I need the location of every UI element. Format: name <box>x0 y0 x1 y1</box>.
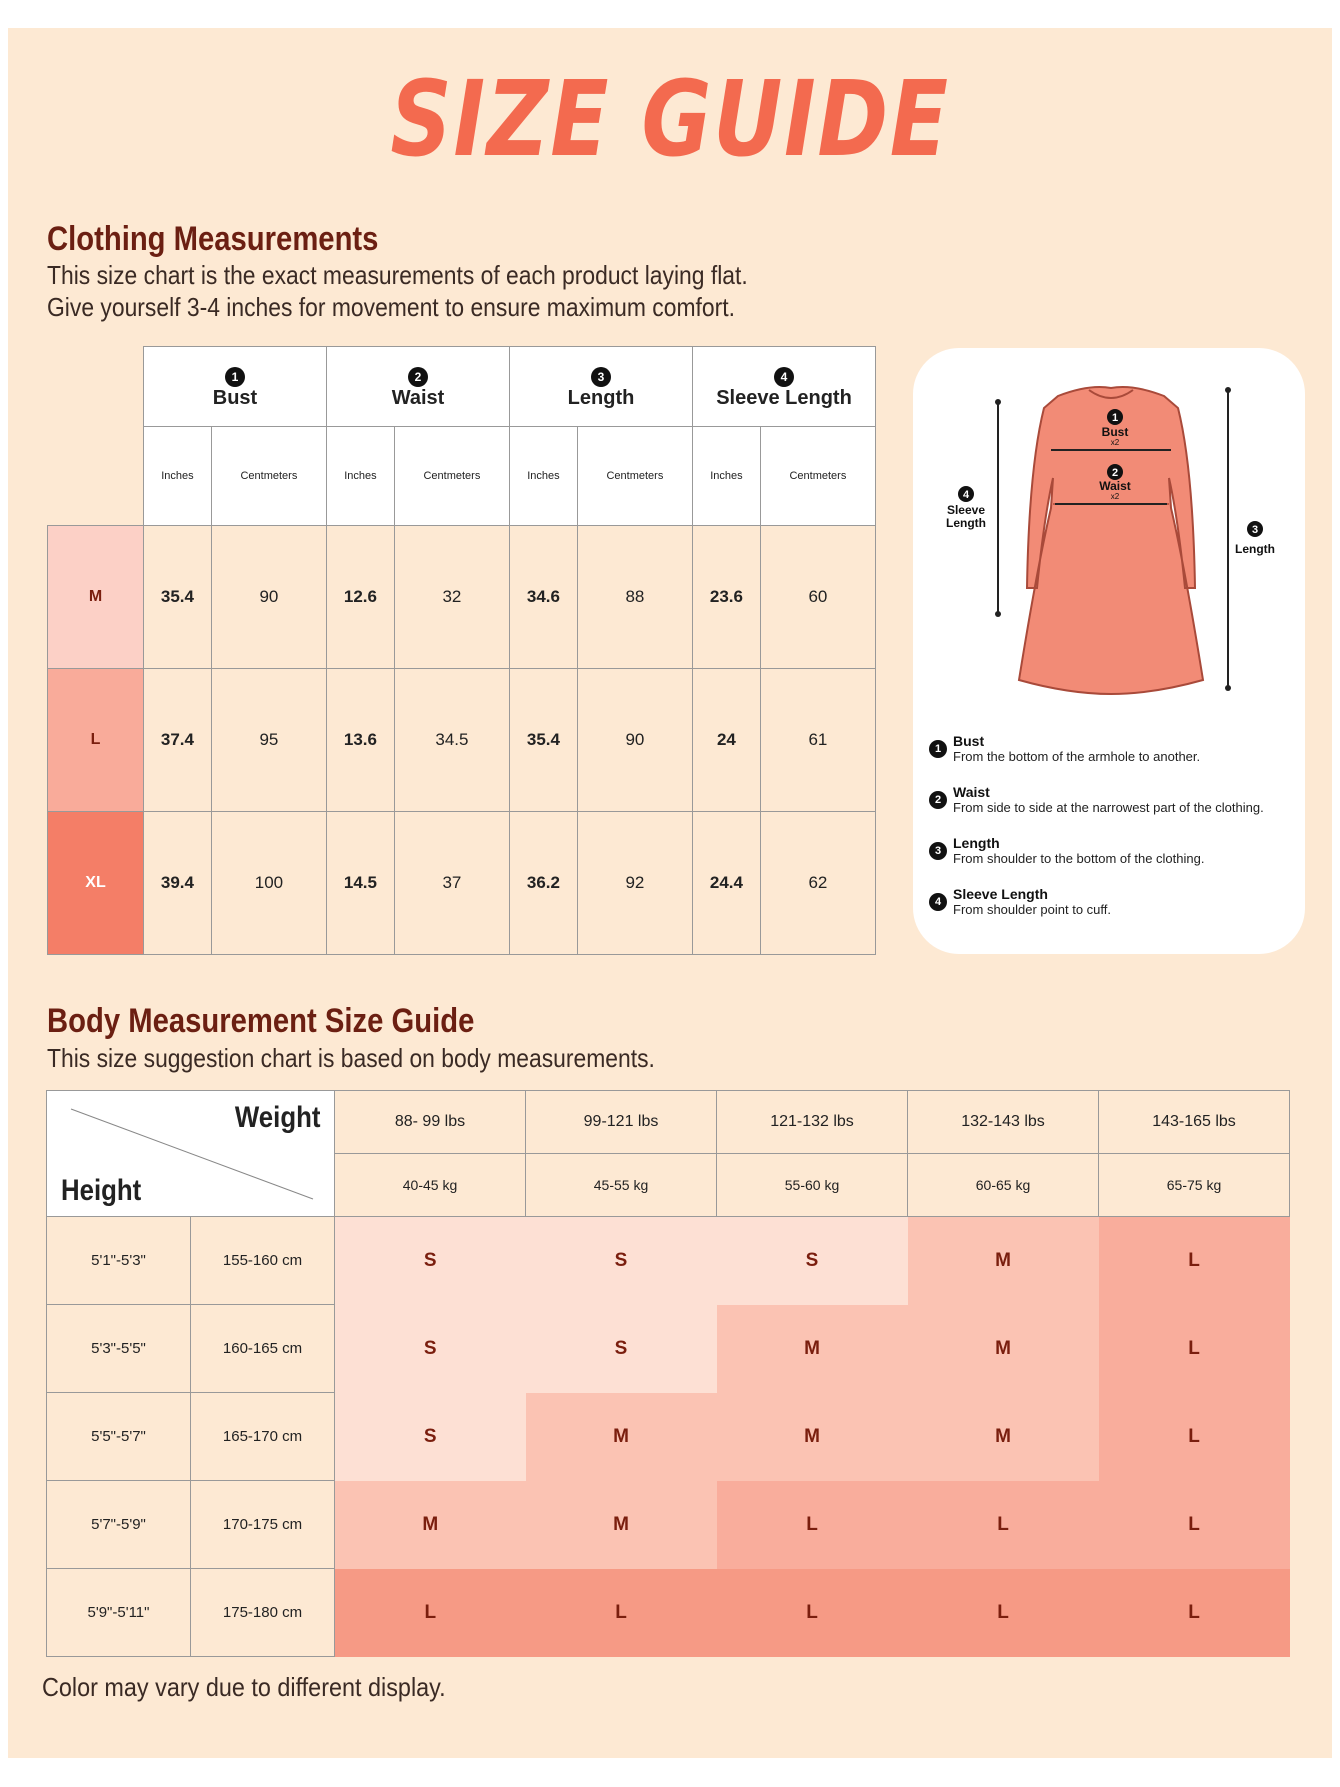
table-cell: 88 <box>577 526 692 669</box>
table-corner-header <box>47 1091 335 1217</box>
size-cell: L <box>1099 1569 1290 1657</box>
table-cell: 60 <box>760 526 875 669</box>
clothing-heading: Clothing Measurements <box>47 220 379 258</box>
table-cell: 90 <box>211 526 326 669</box>
table-cell: 35.4 <box>144 526 212 669</box>
table-cell: 37 <box>394 812 509 955</box>
size-cell: L <box>717 1481 908 1569</box>
height-cm: 170-175 cm <box>191 1481 335 1569</box>
table-cell: 62 <box>760 812 875 955</box>
table-cell: 23.6 <box>693 526 761 669</box>
size-label: M <box>48 526 144 669</box>
svg-text:1: 1 <box>1111 412 1119 424</box>
weight-kg: 65-75 kg <box>1099 1154 1290 1217</box>
legend-item-bust: 1 Bust From the bottom of the armhole to another. <box>929 733 1200 764</box>
height-ft: 5'7"-5'9" <box>47 1481 191 1569</box>
weight-label: Weight <box>234 1101 320 1134</box>
size-cell: L <box>1099 1393 1290 1481</box>
body-heading: Body Measurement Size Guide <box>47 1002 475 1040</box>
table-cell: 34.6 <box>510 526 578 669</box>
height-cm: 160-165 cm <box>191 1305 335 1393</box>
table-cell: 32 <box>394 526 509 669</box>
weight-lbs: 88- 99 lbs <box>335 1091 526 1154</box>
footer-note: Color may vary due to different display. <box>42 1672 446 1702</box>
size-cell: S <box>335 1217 526 1305</box>
svg-text:2: 2 <box>1111 467 1119 479</box>
table-cell: 24.4 <box>693 812 761 955</box>
bust-label: Bust <box>1101 425 1129 439</box>
size-cell: L <box>908 1481 1099 1569</box>
size-cell: L <box>1099 1305 1290 1393</box>
size-cell: L <box>526 1569 717 1657</box>
unit-inches: Inches <box>144 427 212 526</box>
table-cell: 95 <box>211 669 326 812</box>
body-desc: This size suggestion chart is based on body measurements. <box>47 1043 655 1073</box>
height-ft: 5'5"-5'7" <box>47 1393 191 1481</box>
table-cell: 100 <box>211 812 326 955</box>
svg-text:x2: x2 <box>1110 492 1120 501</box>
table-row <box>47 1569 1290 1657</box>
table-row <box>47 1481 1290 1569</box>
table-row <box>47 1305 1290 1393</box>
size-cell: L <box>1099 1481 1290 1569</box>
size-cell: M <box>526 1393 717 1481</box>
measurement-diagram-panel <box>913 348 1305 954</box>
weight-kg: 55-60 kg <box>717 1154 908 1217</box>
height-ft: 5'9"-5'11" <box>47 1569 191 1657</box>
clothing-desc-2: Give yourself 3-4 inches for movement to ensure maximum comfort. <box>47 292 735 322</box>
col-label: Bust <box>212 386 258 409</box>
unit-cm: Centmeters <box>577 427 692 526</box>
number-3-icon: 3 <box>591 367 611 387</box>
sleeve-label: Sleeve <box>946 503 986 517</box>
weight-kg: 45-55 kg <box>526 1154 717 1217</box>
table-cell: 14.5 <box>327 812 395 955</box>
unit-inches: Inches <box>510 427 578 526</box>
size-cell: M <box>335 1481 526 1569</box>
unit-cm: Centmeters <box>211 427 326 526</box>
length-label: Length <box>1235 542 1275 556</box>
table-row <box>48 812 876 955</box>
size-cell: S <box>526 1217 717 1305</box>
size-cell: L <box>908 1569 1099 1657</box>
size-cell: S <box>526 1305 717 1393</box>
waist-label: Waist <box>1099 479 1131 493</box>
clothing-desc-1: This size chart is the exact measurements of each product laying flat. <box>47 260 748 290</box>
size-cell: S <box>335 1393 526 1481</box>
table-cell: 36.2 <box>510 812 578 955</box>
weight-lbs: 121-132 lbs <box>717 1091 908 1154</box>
svg-text:3: 3 <box>1251 524 1259 536</box>
weight-lbs: 143-165 lbs <box>1099 1091 1290 1154</box>
col-label: Length <box>567 386 635 409</box>
height-cm: 165-170 cm <box>191 1393 335 1481</box>
size-cell: S <box>717 1217 908 1305</box>
table-cell: 34.5 <box>394 669 509 812</box>
body-size-table <box>46 1090 1290 1657</box>
dress-diagram <box>913 348 1305 708</box>
size-cell: L <box>717 1569 908 1657</box>
size-label: XL <box>48 812 144 955</box>
size-cell: L <box>335 1569 526 1657</box>
weight-kg: 60-65 kg <box>908 1154 1099 1217</box>
clothing-size-table <box>47 346 876 955</box>
unit-cm: Centmeters <box>394 427 509 526</box>
table-cell: 13.6 <box>327 669 395 812</box>
weight-kg: 40-45 kg <box>335 1154 526 1217</box>
table-row <box>47 1217 1290 1305</box>
number-4-icon: 4 <box>774 367 794 387</box>
legend-item-sleeve-length: 4 Sleeve Length From shoulder point to cuff. <box>929 886 1111 917</box>
size-cell: S <box>335 1305 526 1393</box>
size-cell: M <box>526 1481 717 1569</box>
col-header-length <box>510 347 693 427</box>
svg-text:4: 4 <box>962 489 970 501</box>
weight-lbs: 132-143 lbs <box>908 1091 1099 1154</box>
col-label: Sleeve Length <box>716 386 852 409</box>
size-cell: M <box>908 1305 1099 1393</box>
col-header-sleeve-length <box>693 347 876 427</box>
size-cell: L <box>1099 1217 1290 1305</box>
table-row <box>48 526 876 669</box>
number-2-icon: 2 <box>408 367 428 387</box>
col-label: Waist <box>391 386 445 409</box>
height-ft: 5'3"-5'5" <box>47 1305 191 1393</box>
svg-text:x2: x2 <box>1110 438 1120 447</box>
height-cm: 155-160 cm <box>191 1217 335 1305</box>
unit-cm: Centmeters <box>760 427 875 526</box>
table-cell: 92 <box>577 812 692 955</box>
col-header-waist <box>327 347 510 427</box>
size-cell: M <box>717 1305 908 1393</box>
table-cell: 35.4 <box>510 669 578 812</box>
table-cell: 61 <box>760 669 875 812</box>
weight-lbs: 99-121 lbs <box>526 1091 717 1154</box>
table-cell: 12.6 <box>327 526 395 669</box>
table-cell: 37.4 <box>144 669 212 812</box>
size-cell: M <box>717 1393 908 1481</box>
legend-item-waist: 2 Waist From side to side at the narrowest part of the clothing. <box>929 784 1264 815</box>
table-cell: 90 <box>577 669 692 812</box>
height-cm: 175-180 cm <box>191 1569 335 1657</box>
table-cell: 39.4 <box>144 812 212 955</box>
table-row <box>48 669 876 812</box>
size-cell: M <box>908 1393 1099 1481</box>
height-label: Height <box>61 1174 142 1207</box>
legend-item-length: 3 Length From shoulder to the bottom of the clothing. <box>929 835 1204 866</box>
table-row <box>47 1393 1290 1481</box>
unit-inches: Inches <box>327 427 395 526</box>
col-header-bust <box>144 347 327 427</box>
size-cell: M <box>908 1217 1099 1305</box>
page-title: SIZE GUIDE <box>390 58 950 180</box>
unit-inches: Inches <box>693 427 761 526</box>
svg-text:Length: Length <box>946 516 986 530</box>
size-label: L <box>48 669 144 812</box>
number-1-icon: 1 <box>225 367 245 387</box>
table-cell: 24 <box>693 669 761 812</box>
height-ft: 5'1"-5'3" <box>47 1217 191 1305</box>
